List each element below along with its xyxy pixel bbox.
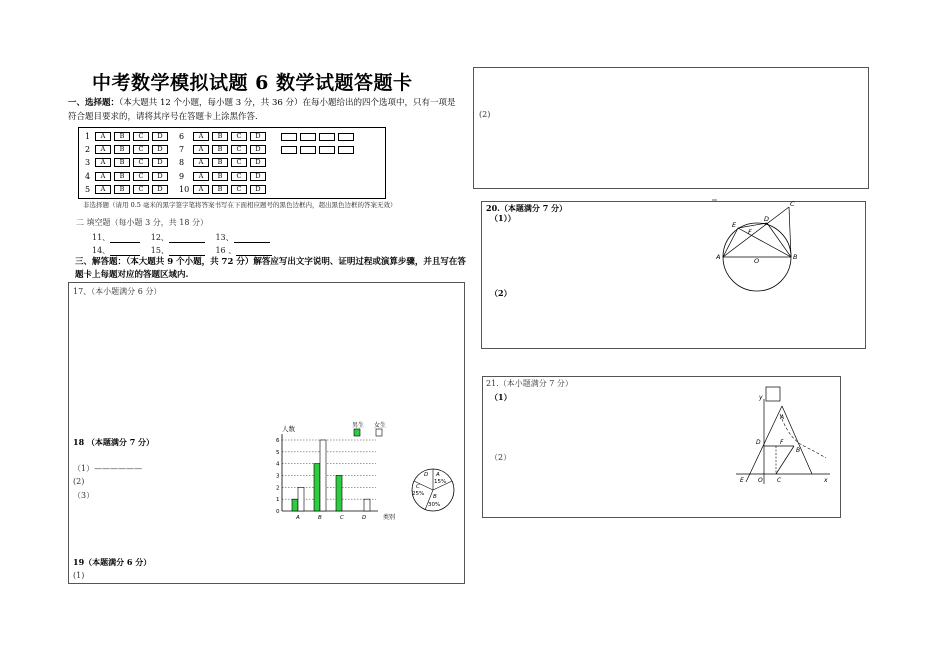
- pie-label-C: C: [416, 484, 420, 490]
- q21-part2: （2）: [490, 453, 512, 462]
- q21-geometry-figure: [734, 384, 834, 488]
- mc-option-bubble[interactable]: C: [231, 172, 247, 181]
- q21-point-D: D: [756, 439, 761, 446]
- mc-row: [85, 144, 357, 155]
- pie-value-A: 15%: [434, 479, 447, 485]
- mc-question-number: 8: [179, 158, 185, 168]
- mc-option-bubble[interactable]: B: [114, 158, 130, 167]
- mc-option-bubble[interactable]: D: [250, 158, 266, 167]
- chart-category-label: C: [340, 515, 344, 521]
- chart-ytick-label: 2: [276, 485, 280, 492]
- pie-value-C: 25%: [412, 491, 425, 497]
- answer-box-19-continued[interactable]: [473, 67, 869, 189]
- legend-boys-label: 男生: [352, 422, 365, 429]
- mc-extra-bubble[interactable]: [300, 146, 316, 154]
- q21-point-E: E: [740, 477, 744, 484]
- chart-bar-boys-B: [314, 464, 320, 511]
- chart-bar-boys-C: [336, 476, 342, 512]
- section3-instructions: [75, 256, 467, 282]
- mc-option-bubble[interactable]: C: [133, 172, 149, 181]
- q17-label: 17、（本小题满分 6 分）: [73, 287, 162, 296]
- q20-part1: （1））: [490, 213, 516, 223]
- q20-point-F: F: [748, 228, 752, 236]
- mc-option-bubble[interactable]: C: [231, 132, 247, 141]
- chart-ytick-label: 5: [276, 449, 280, 456]
- mc-option-bubble[interactable]: C: [133, 145, 149, 154]
- q21-point-O: O: [758, 477, 763, 484]
- mc-option-bubble[interactable]: D: [152, 158, 168, 167]
- legend-girls-label: 女生: [374, 422, 387, 429]
- section3-desc: （本大题共 9 个小题，共 72 分）解答应写出文字说明、证明过程或演算步骤，并且写在答题卡上每题对应的答题区域内.: [75, 257, 466, 280]
- mc-question-number: 7: [179, 145, 185, 155]
- q12-label: 12、: [150, 233, 169, 242]
- section1-heading: 一、选择题：: [68, 98, 120, 108]
- mc-question-number: 5: [85, 184, 91, 194]
- mc-option-bubble[interactable]: D: [250, 172, 266, 181]
- q16-answer-line[interactable]: [236, 247, 272, 256]
- mc-option-bubble[interactable]: A: [193, 132, 209, 141]
- mc-question-number: 9: [179, 171, 185, 181]
- q21-curve: [780, 414, 826, 458]
- q20-point-O: O: [754, 257, 760, 265]
- chart-yticks: [276, 438, 280, 515]
- q20-point-D: D: [764, 215, 770, 223]
- q21-square: [766, 387, 780, 401]
- multiple-choice-grid: [78, 127, 386, 199]
- q20-point-B: B: [793, 253, 798, 261]
- pie-label-D: D: [424, 472, 429, 478]
- mc-option-bubble[interactable]: B: [212, 158, 228, 167]
- mc-question-number: 3: [85, 158, 91, 168]
- q21-part1: （1）: [490, 392, 512, 402]
- mc-extra-bubble[interactable]: [281, 146, 297, 154]
- q11-answer-line[interactable]: [110, 234, 140, 243]
- mc-option-bubble[interactable]: D: [250, 145, 266, 154]
- q19-part2: (2): [479, 110, 491, 119]
- mc-option-bubble[interactable]: B: [114, 172, 130, 181]
- q18-part1: （1）——————: [73, 464, 143, 473]
- mc-option-bubble[interactable]: A: [193, 185, 209, 194]
- mc-question-number: 10: [179, 184, 190, 194]
- chart-ytick-label: 3: [276, 473, 280, 480]
- mc-row: [85, 171, 269, 182]
- mc-option-bubble[interactable]: B: [212, 145, 228, 154]
- chart-category-label: D: [362, 515, 367, 521]
- pie-label-A: A: [436, 472, 440, 478]
- q21-point-F: F: [780, 439, 784, 446]
- mc-option-bubble[interactable]: B: [212, 172, 228, 181]
- mc-extra-bubble[interactable]: [338, 133, 354, 141]
- mc-option-bubble[interactable]: A: [95, 132, 111, 141]
- chart-categories: [295, 515, 366, 521]
- q20-point-C: C: [790, 200, 795, 208]
- q21-point-B: B: [796, 447, 801, 454]
- section1-desc: （本大题共 12 个小题，每小题 3 分，共 36 分）在每小题给出的四个选项中，只有一项是符合题目要求的，请将其序号在答题卡上涂黑作答.: [68, 98, 456, 122]
- mc-option-bubble[interactable]: A: [95, 158, 111, 167]
- mc-row: [85, 157, 269, 168]
- legend-boys-swatch: [354, 429, 360, 436]
- mc-option-bubble[interactable]: D: [152, 132, 168, 141]
- q20-part2: （2）: [490, 288, 512, 298]
- mc-option-bubble[interactable]: D: [152, 185, 168, 194]
- page-title: 中考数学模拟试题 6 数学试题答题卡: [92, 72, 413, 94]
- chart-bar-girls-D: [364, 499, 370, 511]
- q21-label: 21.（本小题满分 7 分）: [486, 379, 573, 388]
- pie-label-B: B: [433, 494, 437, 500]
- mc-option-bubble[interactable]: C: [231, 158, 247, 167]
- mc-option-bubble[interactable]: B: [212, 185, 228, 194]
- mc-extra-bubble[interactable]: [319, 133, 335, 141]
- chart-ylabel: 人数: [282, 425, 295, 433]
- section3-heading: 三、解答题：: [75, 257, 127, 267]
- chart-ytick-label: 4: [276, 461, 280, 468]
- mc-option-bubble[interactable]: A: [193, 145, 209, 154]
- q18-chart: [268, 418, 464, 524]
- chart-gridlines: [282, 440, 376, 499]
- q20-point-A: A: [716, 253, 721, 261]
- chart-bar-boys-A: [292, 499, 298, 511]
- chart-category-label: B: [318, 515, 322, 521]
- mc-option-bubble[interactable]: A: [95, 145, 111, 154]
- q13-answer-line[interactable]: [234, 234, 270, 243]
- mc-question-number: 1: [85, 132, 91, 141]
- chart-ytick-label: 0: [276, 509, 280, 515]
- mc-option-bubble[interactable]: A: [95, 172, 111, 181]
- fill-row-2: [92, 245, 272, 256]
- mc-option-bubble[interactable]: D: [250, 132, 266, 141]
- chart-bar-girls-A: [298, 487, 304, 511]
- mc-option-bubble[interactable]: A: [193, 158, 209, 167]
- mc-option-bubble[interactable]: D: [152, 172, 168, 181]
- mc-question-number: 2: [85, 145, 91, 155]
- mc-option-bubble[interactable]: C: [133, 185, 149, 194]
- mc-option-bubble[interactable]: B: [114, 185, 130, 194]
- mc-option-bubble[interactable]: A: [193, 172, 209, 181]
- chart-bar-girls-B: [320, 440, 326, 511]
- mc-option-bubble[interactable]: B: [212, 132, 228, 141]
- mc-question-number: 4: [85, 171, 91, 181]
- chart-xlabel: 类别: [383, 514, 396, 521]
- legend-girls-swatch: [376, 429, 382, 436]
- mc-option-bubble[interactable]: B: [114, 132, 130, 141]
- mc-option-bubble[interactable]: C: [133, 132, 149, 141]
- q21-axis-y: y: [759, 394, 763, 401]
- mc-option-bubble[interactable]: A: [95, 185, 111, 194]
- section2-heading: 二 填空题（每小题 3 分，共 18 分）: [76, 218, 208, 227]
- mc-option-bubble[interactable]: C: [133, 158, 149, 167]
- mc-option-bubble[interactable]: C: [231, 185, 247, 194]
- answer-box-20[interactable]: [481, 201, 866, 349]
- q20-geometry-figure: [712, 197, 808, 293]
- q14-answer-line[interactable]: [110, 247, 140, 256]
- q19-label: 19（本题满分 6 分）: [73, 557, 152, 567]
- q11-label: 11、: [92, 233, 111, 242]
- q21-point-A: A: [780, 414, 785, 421]
- mc-option-bubble[interactable]: D: [250, 185, 266, 194]
- chart-category-label: A: [296, 515, 300, 521]
- q18-part3: （3）: [73, 491, 95, 500]
- q21-axis-x: x: [824, 477, 828, 484]
- pie-value-B: 30%: [428, 502, 441, 508]
- mc-option-bubble[interactable]: B: [114, 145, 130, 154]
- q16-label: 16 、: [215, 246, 237, 255]
- q15-label: 15、: [150, 246, 169, 255]
- fill-row-1: [92, 232, 270, 243]
- q18-label: 18 （本题满分 7 分）: [73, 437, 155, 447]
- mc-row: [85, 131, 357, 142]
- mc-option-bubble[interactable]: C: [231, 145, 247, 154]
- q20-label: 20.（本题满分 7 分）: [486, 203, 568, 213]
- mc-row: [85, 184, 269, 195]
- mc-question-number: 6: [179, 132, 185, 141]
- q19-part1: (1): [73, 571, 85, 580]
- q18-part2: (2): [73, 477, 85, 486]
- q14-label: 14、: [92, 246, 111, 255]
- mc-option-bubble[interactable]: D: [152, 145, 168, 154]
- section1-instructions: [68, 96, 464, 124]
- q20-point-E: E: [732, 221, 737, 229]
- q13-label: 13、: [215, 233, 234, 242]
- q12-answer-line[interactable]: [169, 234, 205, 243]
- q21-point-C: C: [777, 477, 782, 484]
- nonchoice-note: 非选择题（请用 0.5 毫米的黑字签字笔将答案书写在下面相应题号的黑色边框内，超出黑色边框的答案无效）: [83, 201, 397, 209]
- mc-extra-bubble[interactable]: [319, 146, 335, 154]
- q15-answer-line[interactable]: [169, 247, 205, 256]
- chart-ytick-label: 6: [276, 438, 280, 444]
- mc-extra-bubble[interactable]: [338, 146, 354, 154]
- mc-extra-bubble[interactable]: [300, 133, 316, 141]
- chart-ytick-label: 1: [276, 497, 280, 504]
- mc-extra-bubble[interactable]: [281, 133, 297, 141]
